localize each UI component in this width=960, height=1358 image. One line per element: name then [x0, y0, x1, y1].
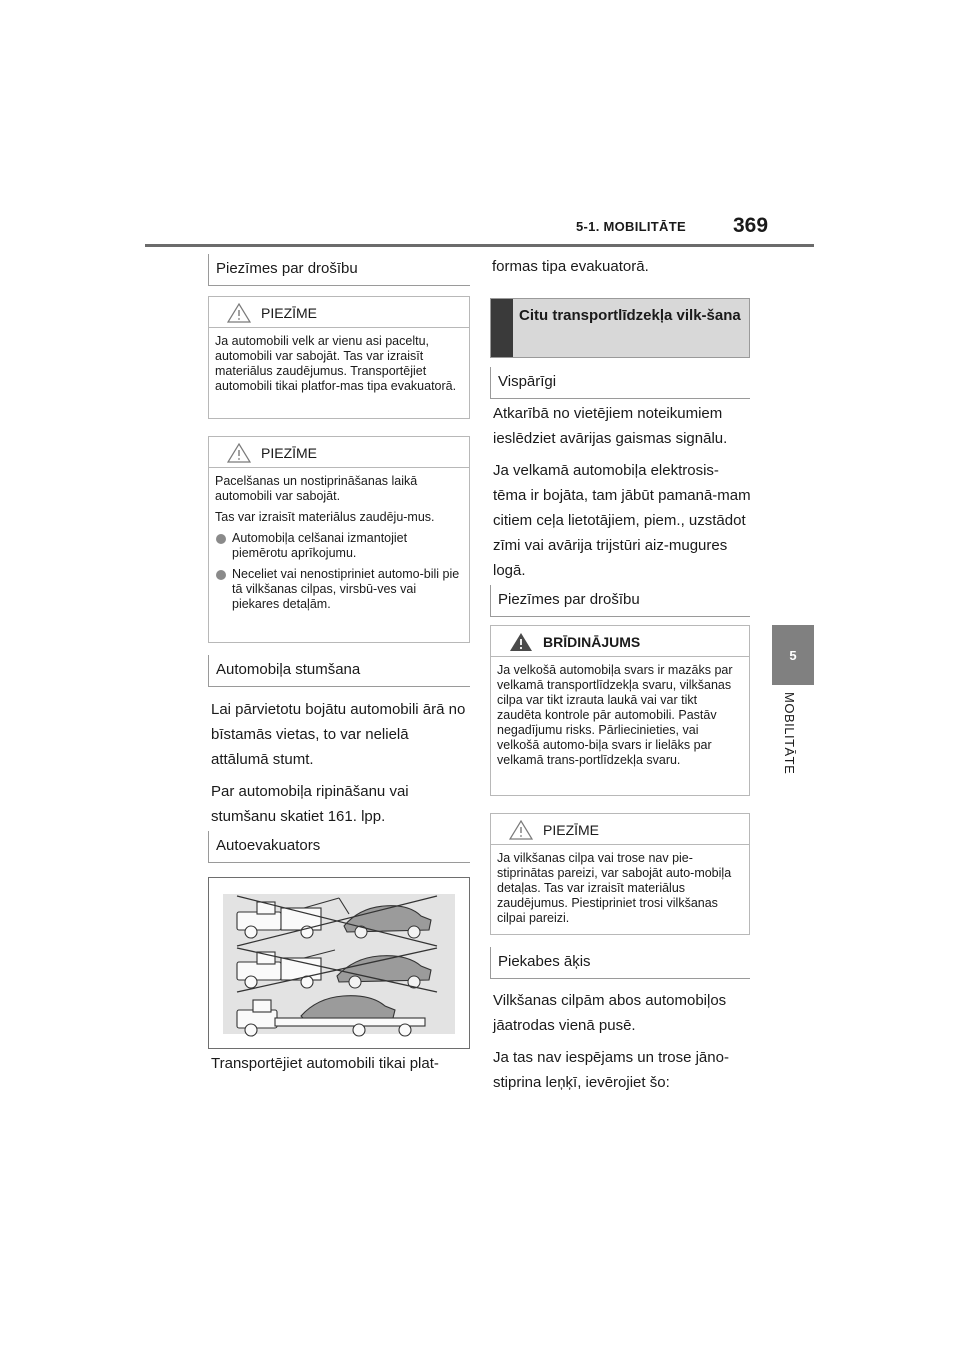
warning-body — [491, 657, 749, 782]
warning-title: BRĪDINĀJUMS — [543, 634, 641, 650]
heading-safety-notes: Piezīmes par drošību — [490, 585, 750, 617]
bullet-item — [215, 531, 463, 561]
heading-towing-other-vehicle — [490, 298, 750, 358]
tow-truck-illustration — [208, 877, 470, 1049]
paragraph: Ja velkamā automobiļa elektrosis-tēma ir bojāta, tam jābūt pamanā-mam citiem ceļa lietotājiem, piem., uzstādot zīmi vai avārija trijstūri aiz-mugures logā. — [493, 462, 751, 579]
heading-bar — [491, 299, 513, 357]
bullet-text: Neceliet vai nenostipriniet automo-bili pie tā vilkšanas cilpas, virsbū-ves vai piekares detaļām. — [232, 567, 460, 611]
note-box-lifting — [208, 436, 470, 643]
general-text — [493, 401, 751, 590]
heading-pushing: Automobiļa stumšana — [208, 655, 470, 687]
paragraph: Transportējiet automobili tikai plat- — [211, 1055, 439, 1072]
continued-text — [492, 254, 750, 286]
note-text: Tas var izraisīt materiālus zaudēju-mus. — [215, 510, 435, 524]
note-title: PIEZĪME — [543, 822, 600, 838]
heading-text: Citu transportlīdzekļa vilk-šana — [519, 307, 741, 324]
caution-triangle-icon — [227, 443, 251, 466]
note-body — [491, 845, 749, 940]
note-body — [209, 468, 469, 626]
chapter-tab — [772, 625, 814, 685]
caution-triangle-icon — [227, 303, 251, 326]
note-box-single-axle — [208, 296, 470, 419]
paragraph: Atkarībā no vietējiem noteikumiem ieslēdziet avārijas gaismas signālu. — [493, 405, 728, 447]
heading-general: Vispārīgi — [490, 367, 750, 399]
heading-tow-truck: Autoevakuators — [208, 831, 470, 863]
note-header — [209, 297, 469, 328]
bullet-text: Automobiļa celšanai izmantojiet piemērotu aprīkojumu. — [232, 531, 408, 560]
bullet-item — [215, 567, 463, 612]
chapter-number: 5 — [789, 647, 797, 663]
warning-text: Ja velkošā automobiļa svars ir mazāks par velkamā transportlīdzekļa svaru, vilkšanas cilpa var tikt izrauta laukā vai var tikt zaudēta kontrole pār automobili. Pastāv negadījumu risks. Pārliecinieties, vai velkošā automo-biļa svars ir lielāks par velkamā trans-portlīdzekļa svaru. — [497, 663, 733, 767]
paragraph: formas tipa evakuatorā. — [492, 258, 649, 275]
note-header — [209, 437, 469, 468]
note-box-tow-eye — [490, 813, 750, 935]
tow-methods-drawing — [209, 878, 469, 1048]
warning-triangle-icon — [509, 632, 533, 655]
warning-box — [490, 625, 750, 796]
figure-caption — [211, 1051, 471, 1083]
note-text: Pacelšanas un nostiprināšanas laikā automobili var sabojāt. — [215, 474, 418, 503]
header-divider — [145, 244, 814, 247]
page-number: 369 — [733, 214, 769, 237]
warning-header — [491, 626, 749, 657]
bullet-dot-icon — [216, 570, 226, 580]
note-text: Ja vilkšanas cilpa vai trose nav pie-stiprinātas pareizi, var sabojāt auto-mobiļa detaļas. Tas var izraisīt materiālus zaudējumus. Piestipriniet trosi vilkšanas cilpai pareizi. — [497, 851, 732, 925]
paragraph: Par automobiļa ripināšanu vai stumšanu skatiet 161. lpp. — [211, 783, 409, 825]
caution-triangle-icon — [509, 820, 533, 843]
paragraph: Vilkšanas cilpām abos automobiļos jāatrodas vienā pusē. — [493, 992, 727, 1034]
note-body — [209, 328, 469, 408]
note-title: PIEZĪME — [261, 305, 318, 321]
note-header — [491, 814, 749, 845]
heading-safety-notes: Piezīmes par drošību — [208, 254, 470, 286]
note-title: PIEZĪME — [261, 445, 318, 461]
paragraph: Ja tas nav iespējams un trose jāno-stiprina leņķī, ievērojiet šo: — [493, 1049, 729, 1091]
paragraph: Lai pārvietotu bojātu automobili ārā no bīstamās vietas, to var nelielā attālumā stumt. — [211, 701, 466, 768]
bullet-dot-icon — [216, 534, 226, 544]
hitch-text — [493, 988, 751, 1102]
note-text: Ja automobili velk ar vienu asi paceltu, automobili var sabojāt. Tas var izraisīt materiālus zaudējumus. Transportējiet automobili tikai platfor-mas tipa evakuatorā. — [215, 334, 457, 393]
chapter-label: MOBILITĀTE — [782, 692, 797, 775]
pushing-text — [211, 697, 466, 836]
heading-trailer-hitch: Piekabes āķis — [490, 947, 750, 979]
section-title: 5-1. MOBILITĀTE — [576, 219, 686, 234]
